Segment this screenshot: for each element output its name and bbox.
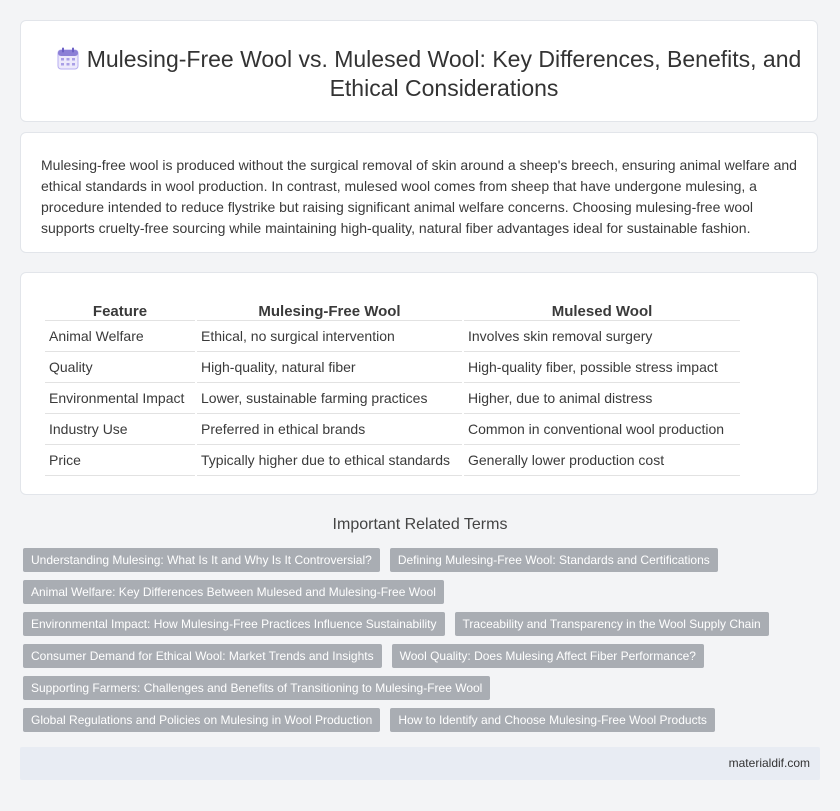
related-term-tag[interactable]: Global Regulations and Policies on Mulesing in Wool Production: [23, 708, 380, 732]
table-cell: Industry Use: [45, 414, 195, 445]
related-term-tag[interactable]: Environmental Impact: How Mulesing-Free Practices Influence Sustainability: [23, 612, 445, 636]
table-cell: Quality: [45, 352, 195, 383]
table-header-row: [45, 295, 740, 321]
table-cell: Lower, sustainable farming practices: [197, 383, 462, 414]
table-cell: Ethical, no surgical intervention: [197, 321, 462, 352]
related-term-tag[interactable]: Wool Quality: Does Mulesing Affect Fiber Performance?: [392, 644, 704, 668]
tag-row: [23, 612, 823, 636]
calendar-icon: [57, 47, 79, 71]
page-title: Mulesing-Free Wool vs. Mulesed Wool: Key Differences, Benefits, and Ethical Considerations: [86, 46, 802, 101]
column-header-mulesed: Mulesed Wool: [464, 295, 740, 321]
column-header-feature: Feature: [45, 295, 195, 321]
table-cell: High-quality fiber, possible stress impact: [464, 352, 740, 383]
related-terms-title: Important Related Terms: [332, 516, 508, 533]
table-row: [45, 414, 740, 445]
table-cell: Environmental Impact: [45, 383, 195, 414]
column-header-mulesing-free: Mulesing-Free Wool: [197, 295, 462, 321]
table-cell: Preferred in ethical brands: [197, 414, 462, 445]
intro-text: Mulesing-free wool is produced without the surgical removal of skin around a sheep's breech, ensuring animal welfare and ethical standards in wool production. In contrast, mulesed wool comes from sheep that have undergone mulesing, a procedure intended to reduce flystrike but raising significant animal welfare concerns. Choosing mulesing-free wool supports cruelty-free sourcing while maintaining high-quality, natural fiber advantages ideal for sustainable fashion.: [41, 157, 797, 236]
tag-row: [23, 644, 823, 668]
table-cell: High-quality, natural fiber: [197, 352, 462, 383]
related-term-tag[interactable]: Defining Mulesing-Free Wool: Standards and Certifications: [390, 548, 718, 572]
table-cell: Typically higher due to ethical standards: [197, 445, 462, 476]
related-term-tag[interactable]: Supporting Farmers: Challenges and Benefits of Transitioning to Mulesing-Free Wool: [23, 676, 490, 700]
intro-card: [20, 132, 818, 253]
related-term-tag[interactable]: Animal Welfare: Key Differences Between Mulesed and Mulesing-Free Wool: [23, 580, 444, 604]
footer-site-link[interactable]: materialdif.com: [728, 756, 810, 770]
related-term-tag[interactable]: Understanding Mulesing: What Is It and Why Is It Controversial?: [23, 548, 380, 572]
table-row: [45, 445, 740, 476]
table-row: [45, 383, 740, 414]
related-term-tag[interactable]: Traceability and Transparency in the Wool Supply Chain: [455, 612, 769, 636]
comparison-table-card: [20, 272, 818, 495]
table-row: [45, 321, 740, 352]
table-cell: Involves skin removal surgery: [464, 321, 740, 352]
tag-row: [23, 676, 823, 700]
footer: [20, 747, 820, 780]
table-cell: Common in conventional wool production: [464, 414, 740, 445]
related-term-tag[interactable]: How to Identify and Choose Mulesing-Free Wool Products: [390, 708, 715, 732]
related-term-tag[interactable]: Consumer Demand for Ethical Wool: Market Trends and Insights: [23, 644, 382, 668]
tag-row: [23, 548, 823, 572]
related-terms-list: [23, 548, 823, 740]
header-card: [20, 20, 818, 122]
tag-row: [23, 580, 823, 604]
table-cell: Generally lower production cost: [464, 445, 740, 476]
comparison-table: [43, 295, 742, 476]
table-cell: Price: [45, 445, 195, 476]
table-cell: Animal Welfare: [45, 321, 195, 352]
table-row: [45, 352, 740, 383]
tag-row: [23, 708, 823, 732]
table-cell: Higher, due to animal distress: [464, 383, 740, 414]
